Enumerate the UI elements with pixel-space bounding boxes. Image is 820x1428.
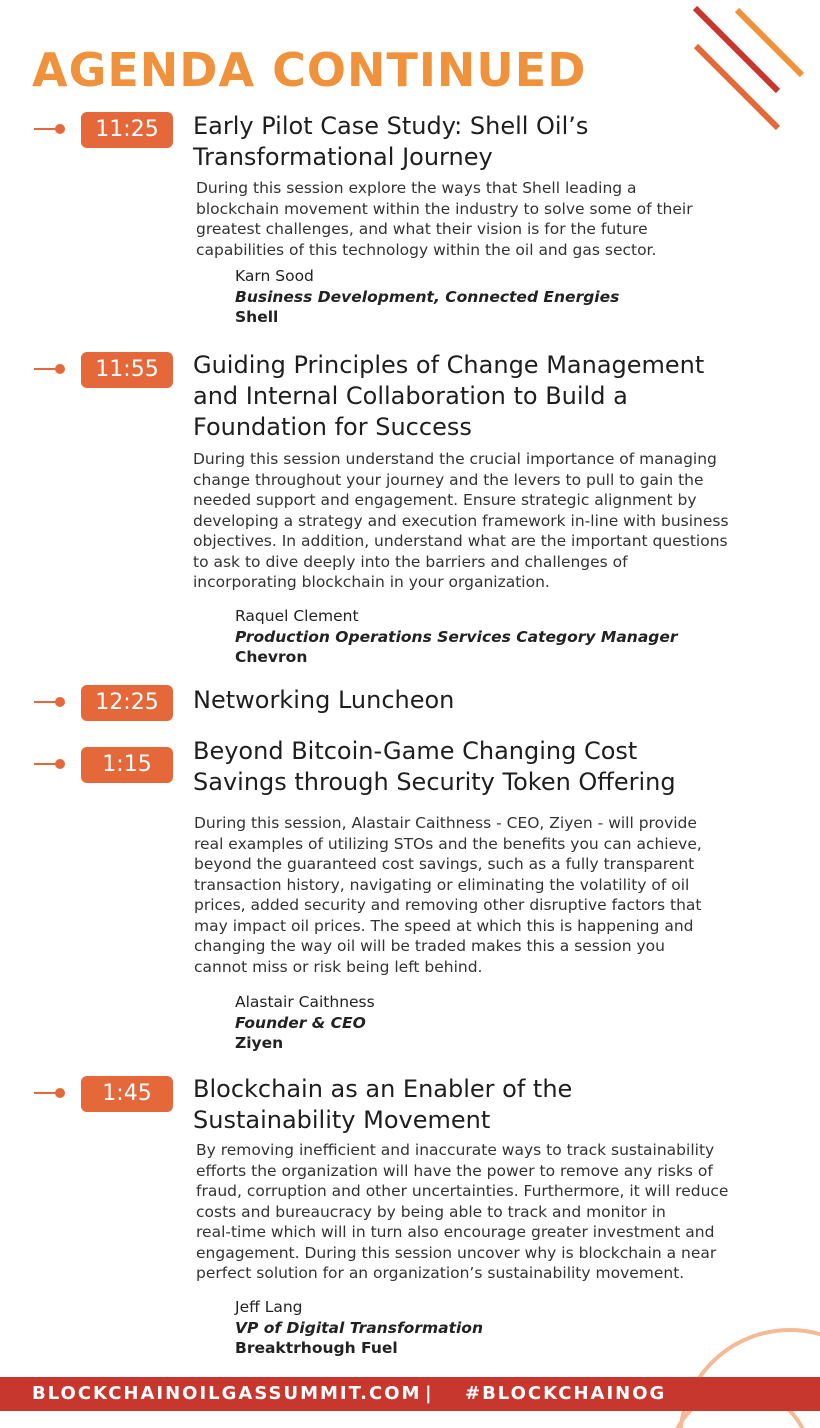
time-badge: 11:55 xyxy=(81,352,173,388)
description-line: needed support and engagement. Ensure strategic alignment by xyxy=(193,491,697,509)
session-title xyxy=(193,350,704,443)
session-title-line: Transformational Journey xyxy=(193,143,493,171)
time-badge: 1:45 xyxy=(81,1076,173,1112)
speaker-organization: Ziyen xyxy=(235,1034,284,1052)
timeline-connector xyxy=(34,128,60,130)
session-title-line: Beyond Bitcoin-Game Changing Cost xyxy=(193,737,638,765)
description-line: During this session understand the crucial importance of managing xyxy=(193,450,717,468)
description-line: incorporating blockchain in your organization. xyxy=(193,573,550,591)
description-line: blockchain movement within the industry to solve some of their xyxy=(196,199,693,218)
session-title-line: Savings through Security Token Offering xyxy=(193,768,676,796)
description-line: efforts the organization will have the power to remove any risks of xyxy=(196,1161,713,1180)
description-line: to ask to dive deeply into the barriers and challenges of xyxy=(193,552,628,571)
footer-bar xyxy=(0,1377,820,1411)
description-line: costs and bureaucracy by being able to track and monitor in xyxy=(196,1202,666,1221)
description-line: engagement. During this session uncover why is blockchain a near xyxy=(196,1243,717,1262)
description-line: prices, added security and removing other disruptive factors that xyxy=(194,896,702,914)
session-title-line: Blockchain as an Enabler of the xyxy=(193,1075,573,1103)
speaker-block xyxy=(235,992,375,1054)
session-title xyxy=(193,1074,572,1136)
time-badge: 11:25 xyxy=(81,112,173,148)
description-line: transaction history, navigating or eliminating the volatility of oil xyxy=(194,875,690,894)
speaker-role: Business Development, Connected Energies xyxy=(235,287,620,306)
description-line: During this session, Alastair Caithness - CEO, Ziyen - will provide xyxy=(194,814,697,832)
description-line: greatest challenges, and what their vision is for the future xyxy=(196,220,648,238)
speaker-role: Founder & CEO xyxy=(235,1013,366,1032)
session-title-line: Foundation for Success xyxy=(193,413,472,441)
description-line: real examples of utilizing STOs and the benefits you can achieve, xyxy=(194,834,702,853)
description-line: changing the way oil will be traded makes this a session you xyxy=(194,937,665,955)
description-line: perfect solution for an organization’s sustainability movement. xyxy=(196,1264,685,1282)
deco-stripe-orange-2 xyxy=(696,46,778,128)
session-title-line: and Internal Collaboration to Build a xyxy=(193,382,628,410)
session-title-line: Networking Luncheon xyxy=(193,686,455,714)
timeline-connector xyxy=(34,701,60,703)
footer-hashtag: #BLOCKCHAINOG xyxy=(465,1383,667,1404)
time-badge: 1:15 xyxy=(81,747,173,783)
description-line: cannot miss or risk being left behind. xyxy=(194,957,483,976)
description-line: real-time which will in turn also encourage greater investment and xyxy=(196,1223,715,1241)
footer-website-link[interactable]: BLOCKCHAINOILGASSUMMIT.COM xyxy=(32,1383,422,1404)
session-title-line: Early Pilot Case Study: Shell Oil’s xyxy=(193,112,589,140)
session-description xyxy=(194,813,702,977)
description-line: objectives. In addition, understand what are the important questions xyxy=(193,532,728,550)
speaker-organization: Shell xyxy=(235,308,279,326)
deco-stripe-red xyxy=(695,8,778,91)
session-title xyxy=(193,736,676,798)
session-title-line: Sustainability Movement xyxy=(193,1106,491,1134)
speaker-block xyxy=(235,1297,483,1359)
speaker-block xyxy=(235,266,619,328)
session-description xyxy=(196,178,693,260)
page-title: AGENDA CONTINUED xyxy=(32,43,587,97)
description-line: capabilities of this technology within the oil and gas sector. xyxy=(196,240,657,259)
speaker-name: Alastair Caithness xyxy=(235,993,375,1011)
speaker-organization: Breaktrhough Fuel xyxy=(235,1339,398,1357)
session-title xyxy=(193,685,454,716)
speaker-block xyxy=(235,606,678,668)
description-line: By removing inefficient and inaccurate ways to track sustainability xyxy=(196,1141,715,1159)
speaker-role: Production Operations Services Category Manager xyxy=(235,627,678,646)
timeline-connector xyxy=(34,763,60,765)
footer-separator: | xyxy=(425,1383,434,1404)
speaker-name: Karn Sood xyxy=(235,267,314,285)
speaker-name: Raquel Clement xyxy=(235,607,359,625)
session-title-line: Guiding Principles of Change Management xyxy=(193,351,705,379)
speaker-organization: Chevron xyxy=(235,648,308,666)
timeline-connector xyxy=(34,1092,60,1094)
session-title xyxy=(193,111,588,173)
timeline-connector xyxy=(34,368,60,370)
time-badge: 12:25 xyxy=(81,685,173,721)
session-description xyxy=(196,1140,728,1284)
speaker-name: Jeff Lang xyxy=(235,1298,303,1316)
speaker-role: VP of Digital Transformation xyxy=(235,1318,483,1337)
description-line: change throughout your journey and the levers to pull to gain the xyxy=(193,470,704,489)
description-line: beyond the guaranteed cost savings, such as a fully transparent xyxy=(194,855,695,873)
description-line: fraud, corruption and other uncertainties. Furthermore, it will reduce xyxy=(196,1182,729,1200)
description-line: During this session explore the ways that Shell leading a xyxy=(196,179,637,197)
description-line: developing a strategy and execution framework in-line with business xyxy=(193,511,729,530)
session-description xyxy=(193,449,729,593)
deco-stripe-orange xyxy=(737,10,802,75)
description-line: may impact oil prices. The speed at which this is happening and xyxy=(194,916,694,935)
